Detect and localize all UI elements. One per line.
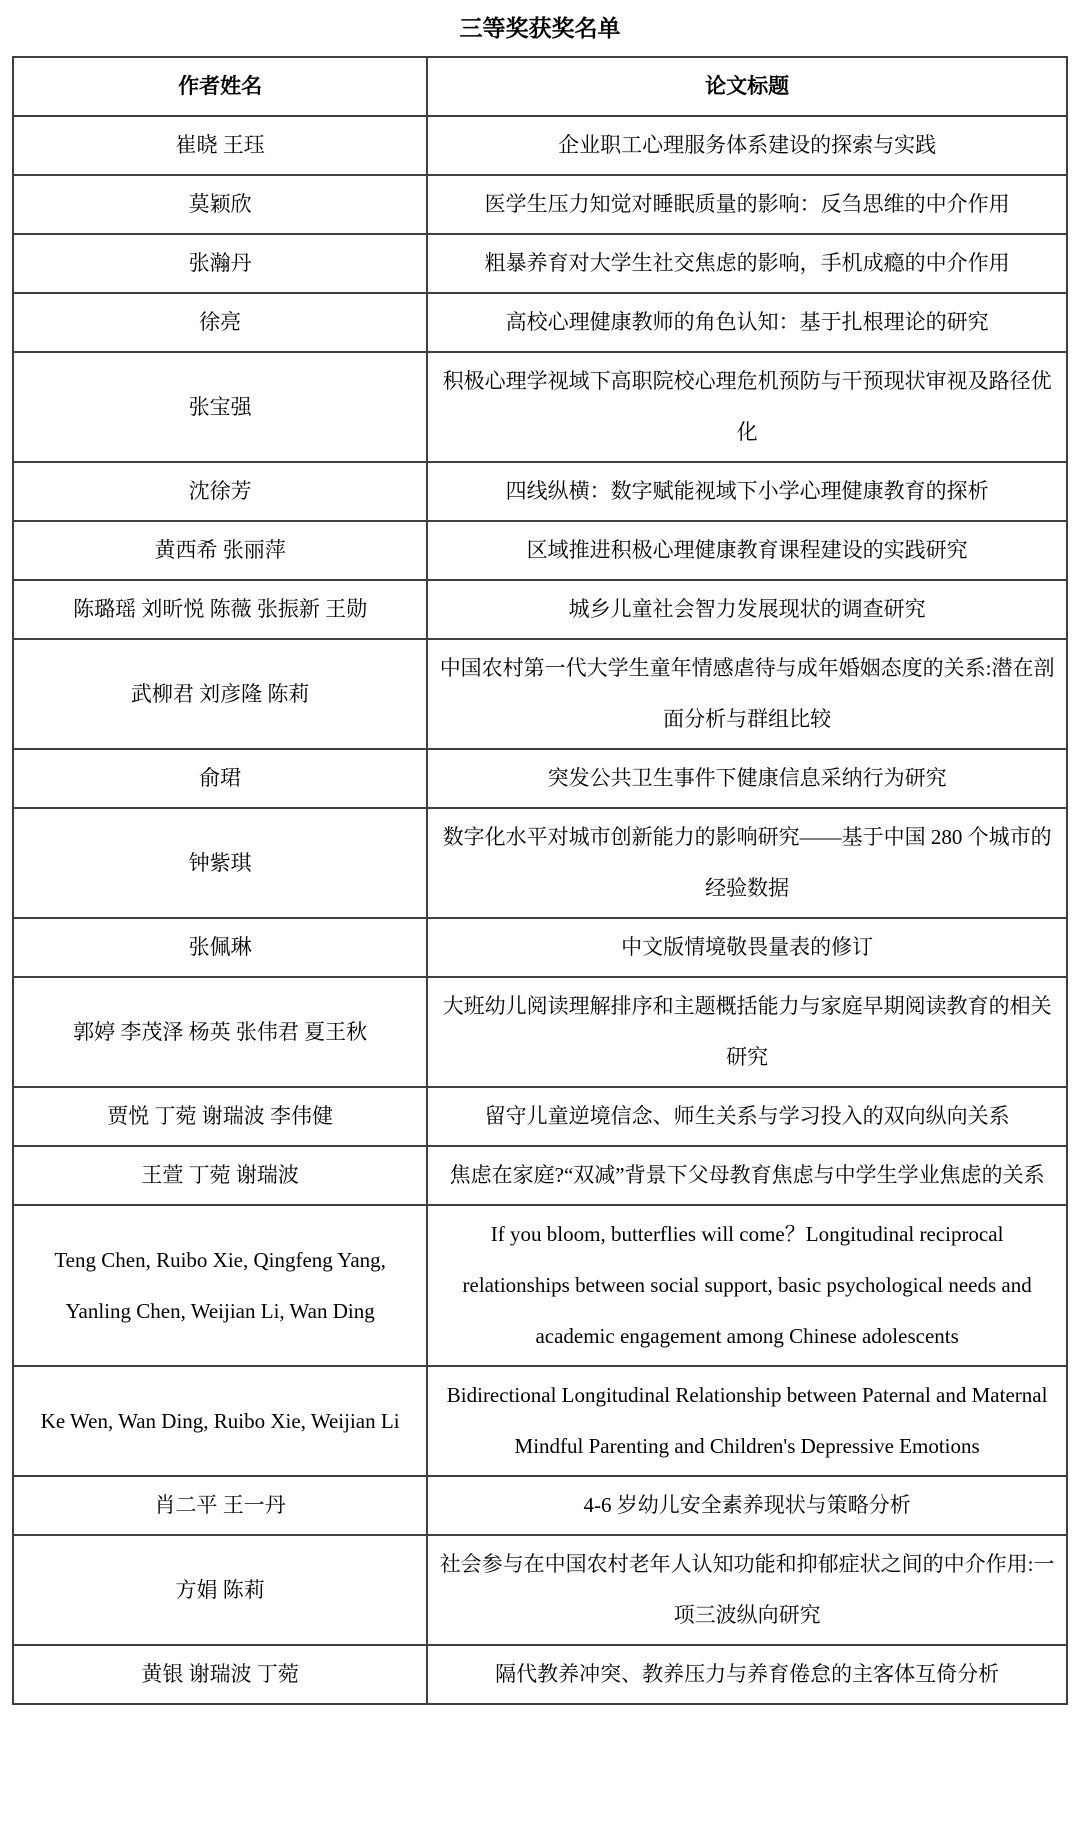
authors-cell: 沈徐芳 — [13, 462, 427, 521]
authors-cell: 崔晓 王珏 — [13, 116, 427, 175]
paper-title-cell: 中文版情境敬畏量表的修订 — [427, 918, 1067, 977]
table-row — [13, 639, 1067, 749]
paper-title-cell: 医学生压力知觉对睡眠质量的影响：反刍思维的中介作用 — [427, 175, 1067, 234]
authors-cell: 张宝强 — [13, 352, 427, 462]
paper-title-cell: 突发公共卫生事件下健康信息采纳行为研究 — [427, 749, 1067, 808]
table-row — [13, 293, 1067, 352]
paper-title-cell: Bidirectional Longitudinal Relationship between Paternal and Maternal Mindful Parenting and Children's Depressive Emotions — [427, 1366, 1067, 1476]
award-table — [12, 56, 1068, 1705]
authors-cell: 武柳君 刘彦隆 陈莉 — [13, 639, 427, 749]
paper-title-cell: 粗暴养育对大学生社交焦虑的影响，手机成瘾的中介作用 — [427, 234, 1067, 293]
table-row — [13, 116, 1067, 175]
table-row — [13, 580, 1067, 639]
authors-cell: 莫颖欣 — [13, 175, 427, 234]
table-row — [13, 521, 1067, 580]
table-row — [13, 1146, 1067, 1205]
paper-title-cell: 中国农村第一代大学生童年情感虐待与成年婚姻态度的关系:潜在剖面分析与群组比较 — [427, 639, 1067, 749]
authors-cell: 俞珺 — [13, 749, 427, 808]
authors-cell: 肖二平 王一丹 — [13, 1476, 427, 1535]
authors-cell: 钟紫琪 — [13, 808, 427, 918]
paper-title-cell: 四线纵横：数字赋能视域下小学心理健康教育的探析 — [427, 462, 1067, 521]
table-row — [13, 1476, 1067, 1535]
authors-cell: 陈璐瑶 刘昕悦 陈薇 张振新 王勋 — [13, 580, 427, 639]
authors-cell: 贾悦 丁菀 谢瑞波 李伟健 — [13, 1087, 427, 1146]
authors-cell: 张佩琳 — [13, 918, 427, 977]
page-title: 三等奖获奖名单 — [459, 16, 621, 41]
authors-cell: 郭婷 李茂泽 杨英 张伟君 夏王秋 — [13, 977, 427, 1087]
header-paper-title: 论文标题 — [427, 57, 1067, 116]
table-row — [13, 977, 1067, 1087]
authors-cell: Teng Chen, Ruibo Xie, Qingfeng Yang, Yanling Chen, Weijian Li, Wan Ding — [13, 1205, 427, 1366]
table-row — [13, 1535, 1067, 1645]
paper-title-cell: 数字化水平对城市创新能力的影响研究——基于中国 280 个城市的经验数据 — [427, 808, 1067, 918]
table-row — [13, 1205, 1067, 1366]
table-row — [13, 918, 1067, 977]
paper-title-cell: If you bloom, butterflies will come？Longitudinal reciprocal relationships between social support, basic psychological needs and academic engagement among Chinese adolescents — [427, 1205, 1067, 1366]
paper-title-cell: 高校心理健康教师的角色认知：基于扎根理论的研究 — [427, 293, 1067, 352]
paper-title-cell: 积极心理学视域下高职院校心理危机预防与干预现状审视及路径优化 — [427, 352, 1067, 462]
authors-cell: 黄银 谢瑞波 丁菀 — [13, 1645, 427, 1704]
table-row — [13, 1366, 1067, 1476]
table-row — [13, 808, 1067, 918]
table-row — [13, 462, 1067, 521]
authors-cell: 王萱 丁菀 谢瑞波 — [13, 1146, 427, 1205]
paper-title-cell: 隔代教养冲突、教养压力与养育倦怠的主客体互倚分析 — [427, 1645, 1067, 1704]
table-row — [13, 1645, 1067, 1704]
header-row — [13, 57, 1067, 116]
authors-cell: 黄西希 张丽萍 — [13, 521, 427, 580]
table-body — [13, 116, 1067, 1704]
authors-cell: Ke Wen, Wan Ding, Ruibo Xie, Weijian Li — [13, 1366, 427, 1476]
header-authors: 作者姓名 — [13, 57, 427, 116]
paper-title-cell: 4-6 岁幼儿安全素养现状与策略分析 — [427, 1476, 1067, 1535]
table-row — [13, 352, 1067, 462]
paper-title-cell: 社会参与在中国农村老年人认知功能和抑郁症状之间的中介作用:一项三波纵向研究 — [427, 1535, 1067, 1645]
authors-cell: 张瀚丹 — [13, 234, 427, 293]
table-row — [13, 749, 1067, 808]
paper-title-cell: 城乡儿童社会智力发展现状的调查研究 — [427, 580, 1067, 639]
paper-title-cell: 留守儿童逆境信念、师生关系与学习投入的双向纵向关系 — [427, 1087, 1067, 1146]
table-header — [13, 57, 1067, 116]
table-row — [13, 234, 1067, 293]
paper-title-cell: 区域推进积极心理健康教育课程建设的实践研究 — [427, 521, 1067, 580]
paper-title-cell: 大班幼儿阅读理解排序和主题概括能力与家庭早期阅读教育的相关研究 — [427, 977, 1067, 1087]
table-row — [13, 1087, 1067, 1146]
paper-title-cell: 焦虑在家庭?“双减”背景下父母教育焦虑与中学生学业焦虑的关系 — [427, 1146, 1067, 1205]
table-row — [13, 175, 1067, 234]
authors-cell: 徐亮 — [13, 293, 427, 352]
authors-cell: 方娟 陈莉 — [13, 1535, 427, 1645]
paper-title-cell: 企业职工心理服务体系建设的探索与实践 — [427, 116, 1067, 175]
